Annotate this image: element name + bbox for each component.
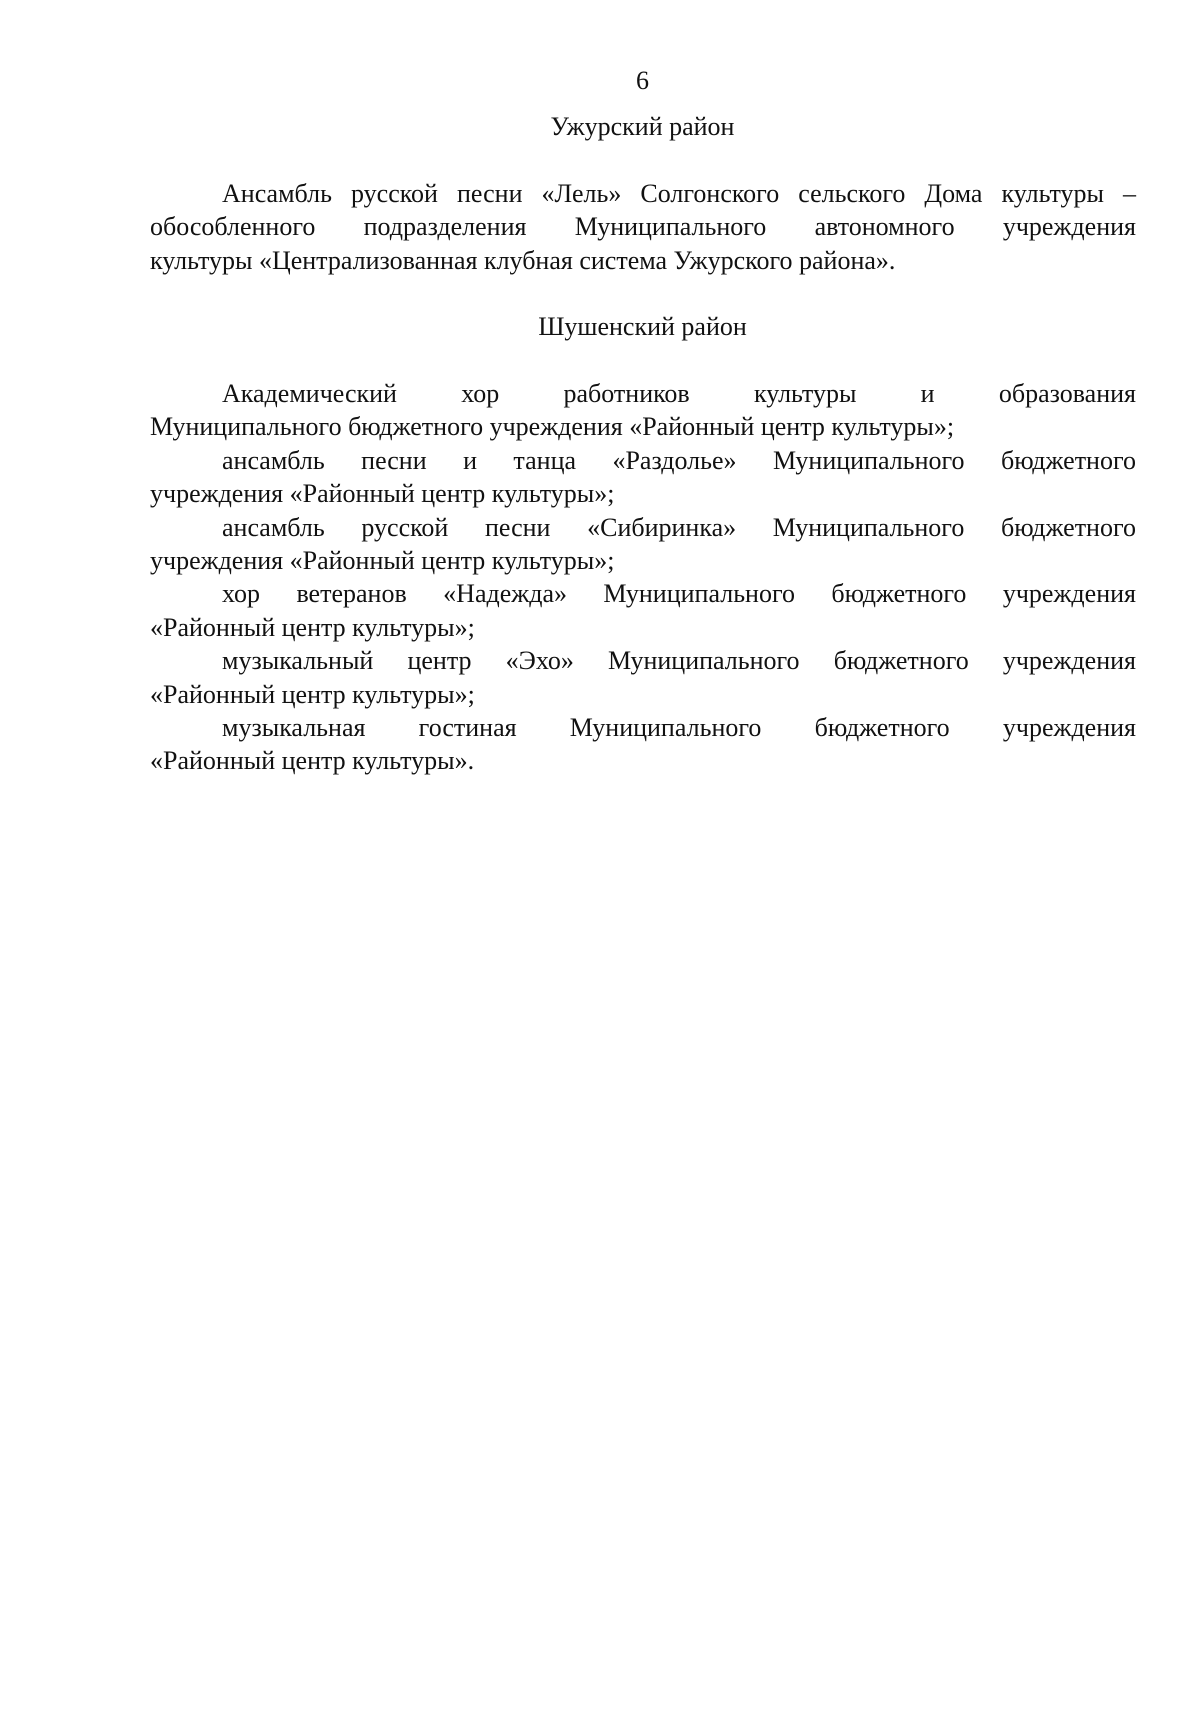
section-heading-shushensky: Шушенский район xyxy=(538,312,747,341)
text-line: «Районный центр культуры». xyxy=(150,746,475,776)
text-line: «Районный центр культуры»; xyxy=(150,612,475,642)
page-number: 6 xyxy=(636,66,649,95)
text-line: хор ветеранов «Надежда» Муниципального бюджетного учреждения xyxy=(222,579,1136,609)
text-line: музыкальная гостиная Муниципального бюджетного учреждения xyxy=(222,713,1136,743)
text-line: учреждения «Районный центр культуры»; xyxy=(150,479,615,509)
paragraph xyxy=(150,511,1136,578)
section-body-uzhur xyxy=(150,177,1136,277)
section-heading-uzhur: Ужурский район xyxy=(550,112,735,141)
text-line: ансамбль песни и танца «Раздолье» Муниципального бюджетного xyxy=(222,445,1136,475)
paragraph xyxy=(150,177,1136,277)
text-line: Академический хор работников культуры и образования xyxy=(222,379,1136,408)
text-line: Муниципального бюджетного учреждения «Районный центр культуры»; xyxy=(150,412,955,442)
text-line: учреждения «Районный центр культуры»; xyxy=(150,546,615,576)
text-line: музыкальный центр «Эхо» Муниципального бюджетного учреждения xyxy=(222,646,1136,676)
paragraph xyxy=(150,377,1136,444)
paragraph xyxy=(150,644,1136,711)
text-line: ансамбль русской песни «Сибиринка» Муниципального бюджетного xyxy=(222,512,1136,542)
text-line: Ансамбль русской песни «Лель» Солгонского сельского Дома культуры – xyxy=(222,179,1136,208)
section-body-shushensky xyxy=(150,377,1136,778)
paragraph xyxy=(150,444,1136,511)
text-line: культуры «Централизованная клубная система Ужурского района». xyxy=(150,245,896,275)
paragraph xyxy=(150,711,1136,778)
text-line: обособленного подразделения Муниципального автономного учреждения xyxy=(150,212,1136,242)
paragraph xyxy=(150,577,1136,644)
text-line: «Районный центр культуры»; xyxy=(150,679,475,709)
